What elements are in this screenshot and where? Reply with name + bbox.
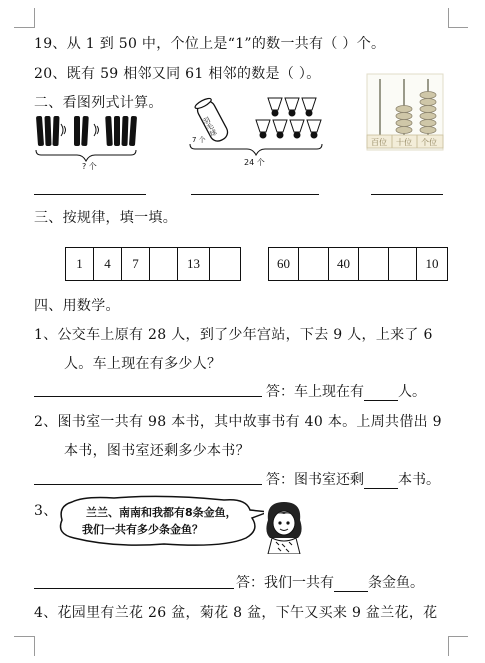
seq1-cell: 4 [94, 248, 122, 280]
crop-mark-top-right-v [448, 8, 449, 28]
problem-2-line-2: 本书，图书室还剩多少本书？ [64, 443, 250, 459]
seq1-cell: 13 [178, 248, 210, 280]
sequence-table-2 [268, 247, 448, 281]
seq2-blank-cell[interactable] [359, 248, 389, 280]
bubble-text-line-2: 我们一共有多少条金鱼？ [82, 523, 203, 536]
crop-mark-bottom-right-v [448, 636, 449, 656]
crop-mark-top-right-h [448, 27, 468, 28]
chopsticks-figure [34, 112, 146, 170]
crop-mark-top-left-h [14, 27, 34, 28]
answer-line-3[interactable] [371, 194, 443, 195]
crop-mark-bottom-right-h [448, 636, 468, 637]
problem-2-answer-blank[interactable] [364, 474, 398, 489]
seq1-cell: 1 [66, 248, 94, 280]
seq2-cell: 40 [329, 248, 359, 280]
abacus-figure [364, 73, 446, 153]
problem-1-answer-suffix: 人。 [398, 384, 426, 400]
problem-3-number: 3、 [34, 503, 58, 519]
sequence-table-1 [65, 247, 241, 281]
problem-2-line-1: 2、图书室一共有 98 本书，其中故事书有 40 本。上周共借出 9 [34, 414, 442, 430]
seq1-blank-cell[interactable] [150, 248, 178, 280]
problem-1-line-1: 1、公交车上原有 28 人，到了少年宫站，下去 9 人，上来了 6 [34, 327, 433, 343]
question-19: 19、从 1 到 50 中，个位上是“1”的数一共有（ ）个。 [34, 36, 386, 52]
problem-1-answer-prefix: 答：车上现在有 [266, 384, 364, 400]
problem-1-answer-line[interactable] [34, 396, 262, 397]
section-2-title: 二、看图列式计算。 [34, 95, 163, 111]
problem-3-answer [236, 572, 424, 592]
speech-bubble [54, 494, 264, 550]
seq1-cell: 7 [122, 248, 150, 280]
problem-2-answer-line[interactable] [34, 484, 262, 485]
problem-2-answer [266, 469, 440, 489]
problem-2-answer-prefix: 答：图书室还剩 [266, 472, 364, 488]
problem-1-answer [266, 381, 426, 401]
problem-2-answer-suffix: 本书。 [398, 472, 440, 488]
answer-line-2[interactable] [191, 194, 319, 195]
seq2-cell: 60 [269, 248, 299, 280]
seq2-blank-cell[interactable] [299, 248, 329, 280]
problem-3-answer-blank[interactable] [334, 577, 368, 592]
problem-3-answer-suffix: 条金鱼。 [368, 575, 424, 591]
tube-label: 羽毛球 [201, 115, 219, 138]
problem-4-line-1: 4、花园里有兰花 26 盆，菊花 8 盆，下午又买来 9 盆兰花，花 [34, 605, 438, 621]
crop-mark-bottom-left-h [14, 636, 34, 637]
crop-mark-bottom-left-v [34, 636, 35, 656]
seq1-blank-cell[interactable] [210, 248, 240, 280]
abacus-label-hundreds: 百位 [371, 138, 387, 147]
problem-1-line-2: 人。车上现在有多少人？ [64, 356, 222, 372]
shuttle-total-label: 24 个 [244, 158, 265, 167]
answer-line-1[interactable] [34, 194, 146, 195]
seq2-cell: 10 [425, 256, 439, 271]
question-20: 20、既有 59 相邻又同 61 相邻的数是（ ）。 [34, 66, 321, 82]
problem-1-answer-blank[interactable] [364, 386, 398, 401]
abacus-label-ones: 个位 [421, 138, 437, 147]
problem-3-answer-line[interactable] [34, 588, 234, 589]
tube-count-label: 7 个 [192, 136, 206, 144]
section-4-title: 四、用数学。 [34, 298, 120, 314]
problem-3-answer-prefix: 答：我们一共有 [236, 575, 334, 591]
crop-mark-top-left-v [34, 8, 35, 28]
girl-illustration [258, 498, 310, 554]
seq2-blank-cell[interactable] [389, 248, 417, 280]
shuttlecock-figure [188, 94, 326, 168]
chopsticks-total-label: ? 个 [82, 162, 97, 170]
section-3-title: 三、按规律，填一填。 [34, 210, 177, 226]
bubble-text-line-1: 兰兰、南南和我都有8条金鱼， [86, 506, 237, 519]
abacus-label-tens: 十位 [396, 138, 412, 147]
